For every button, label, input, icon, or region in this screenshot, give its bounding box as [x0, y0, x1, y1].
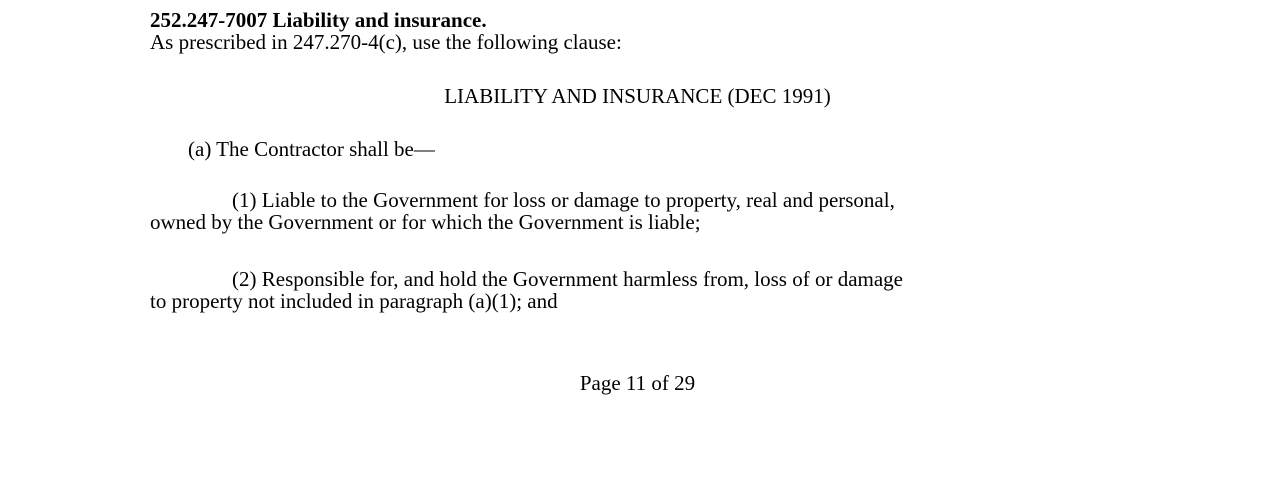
- paragraph-a1-line-1: (1) Liable to the Government for loss or damage to property, real and personal,: [232, 188, 895, 212]
- page-number: Page 11 of 29: [579, 371, 696, 395]
- paragraph-a1-line-2: owned by the Government or for which the Government is liable;: [150, 210, 701, 234]
- section-heading: 252.247-7007 Liability and insurance.: [150, 8, 487, 32]
- paragraph-a2-line-2: to property not included in paragraph (a)(1); and: [150, 289, 558, 313]
- paragraph-a2-line-1: (2) Responsible for, and hold the Government harmless from, loss of or damage: [232, 267, 904, 291]
- paragraph-a2: [150, 268, 1125, 312]
- clause-title: LIABILITY AND INSURANCE (DEC 1991): [444, 84, 831, 108]
- paragraph-a1: [150, 189, 1125, 233]
- paragraph-a: (a) The Contractor shall be—: [188, 137, 435, 161]
- prescription-text: As prescribed in 247.270-4(c), use the following clause:: [150, 30, 622, 54]
